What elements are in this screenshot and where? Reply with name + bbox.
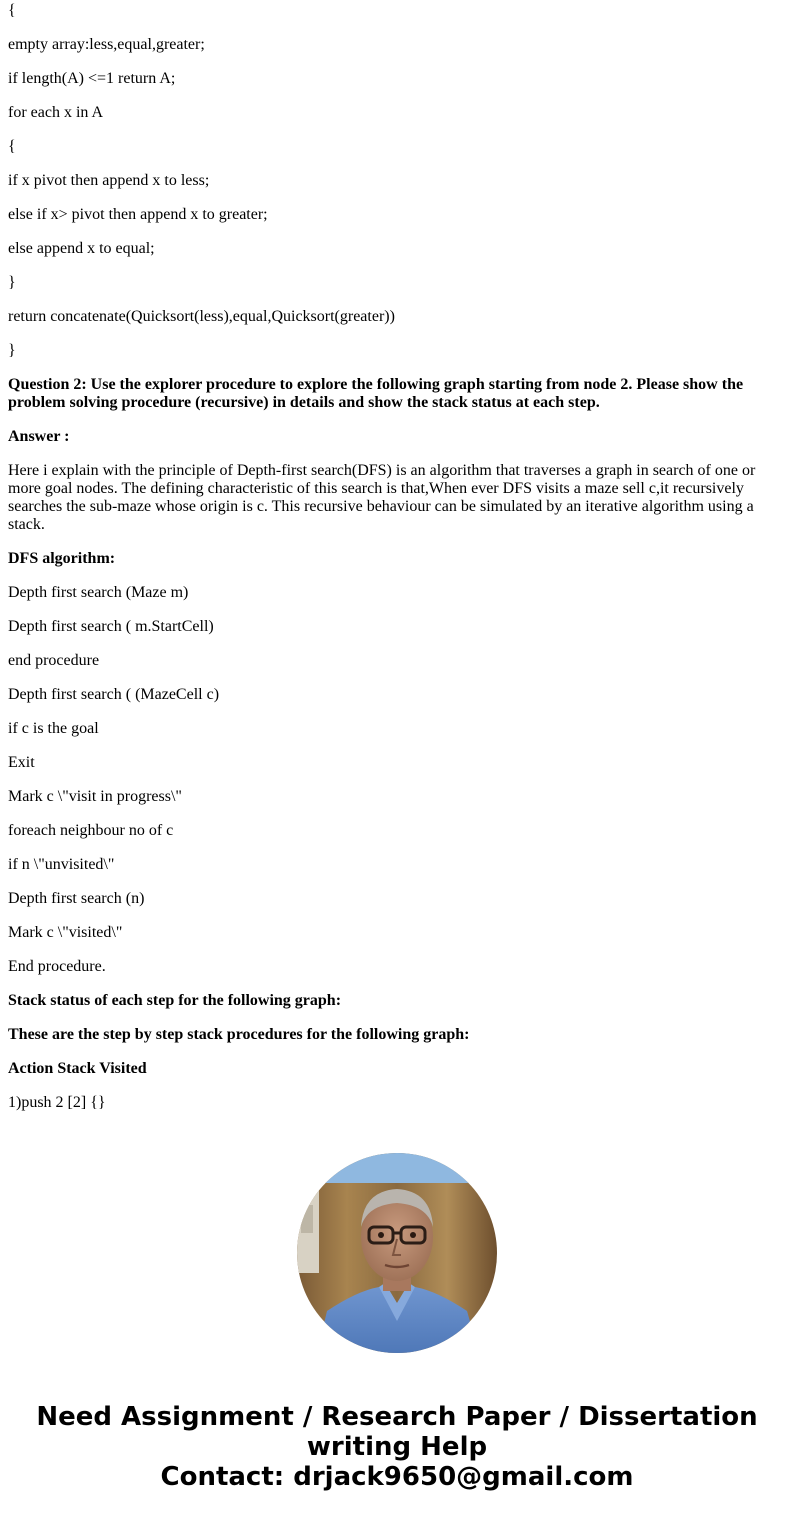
promo-contact: Contact: drjack9650@gmail.com bbox=[160, 1462, 634, 1492]
text-paragraph: end procedure bbox=[8, 652, 100, 669]
author-avatar bbox=[297, 1153, 497, 1353]
heading-paragraph: These are the step by step stack procedures for the following graph: bbox=[8, 1026, 470, 1043]
heading-paragraph: Question 2: Use the explorer procedure to explore the following graph starting from node 2. Please show the problem solving procedure (recursive) in details and show the stack status at each step. bbox=[8, 376, 744, 411]
promo-line-2: writing Help bbox=[306, 1432, 488, 1462]
text-paragraph: empty array:less,equal,greater; bbox=[8, 36, 205, 53]
text-paragraph: Exit bbox=[8, 754, 35, 771]
text-paragraph: Depth first search ( (MazeCell c) bbox=[8, 686, 220, 703]
text-paragraph: if n \"unvisited\" bbox=[8, 856, 115, 873]
text-paragraph: if c is the goal bbox=[8, 720, 99, 737]
text-paragraph: { bbox=[8, 2, 16, 19]
promo-line-1: Need Assignment / Research Paper / Dissertation bbox=[36, 1402, 758, 1432]
text-paragraph: if x pivot then append x to less; bbox=[8, 172, 210, 189]
text-paragraph: if length(A) <=1 return A; bbox=[8, 70, 176, 87]
text-paragraph: Depth first search ( m.StartCell) bbox=[8, 618, 214, 635]
heading-paragraph: DFS algorithm: bbox=[8, 550, 116, 567]
text-paragraph: Depth first search (n) bbox=[8, 890, 145, 907]
heading-paragraph: Answer : bbox=[8, 428, 70, 445]
text-paragraph: Here i explain with the principle of Depth-first search(DFS) is an algorithm that traverses a graph in search of one or more goal nodes. The defining characteristic of this search is that,When ever DFS visits a maze sell c,it recursively searches the sub-maze whose origin is c. This recursive behaviour can be simulated by an iterative algorithm using a stack. bbox=[8, 462, 756, 533]
promo-banner bbox=[0, 1402, 794, 1492]
text-paragraph: 1)push 2 [2] {} bbox=[8, 1094, 106, 1111]
text-paragraph: foreach neighbour no of c bbox=[8, 822, 174, 839]
text-paragraph: Depth first search (Maze m) bbox=[8, 584, 189, 601]
heading-paragraph: Stack status of each step for the following graph: bbox=[8, 992, 342, 1009]
text-paragraph: } bbox=[8, 274, 16, 291]
text-paragraph: { bbox=[8, 138, 16, 155]
text-paragraph: for each x in A bbox=[8, 104, 104, 121]
text-paragraph: return concatenate(Quicksort(less),equal,Quicksort(greater)) bbox=[8, 308, 395, 325]
author-photo-image bbox=[297, 1153, 497, 1353]
document-body bbox=[8, 0, 778, 1128]
text-paragraph: End procedure. bbox=[8, 958, 106, 975]
text-paragraph: Mark c \"visit in progress\" bbox=[8, 788, 182, 805]
text-paragraph: else append x to equal; bbox=[8, 240, 155, 257]
text-paragraph: Mark c \"visited\" bbox=[8, 924, 123, 941]
heading-paragraph: Action Stack Visited bbox=[8, 1060, 147, 1077]
text-paragraph: } bbox=[8, 342, 16, 359]
text-paragraph: else if x> pivot then append x to greater; bbox=[8, 206, 268, 223]
